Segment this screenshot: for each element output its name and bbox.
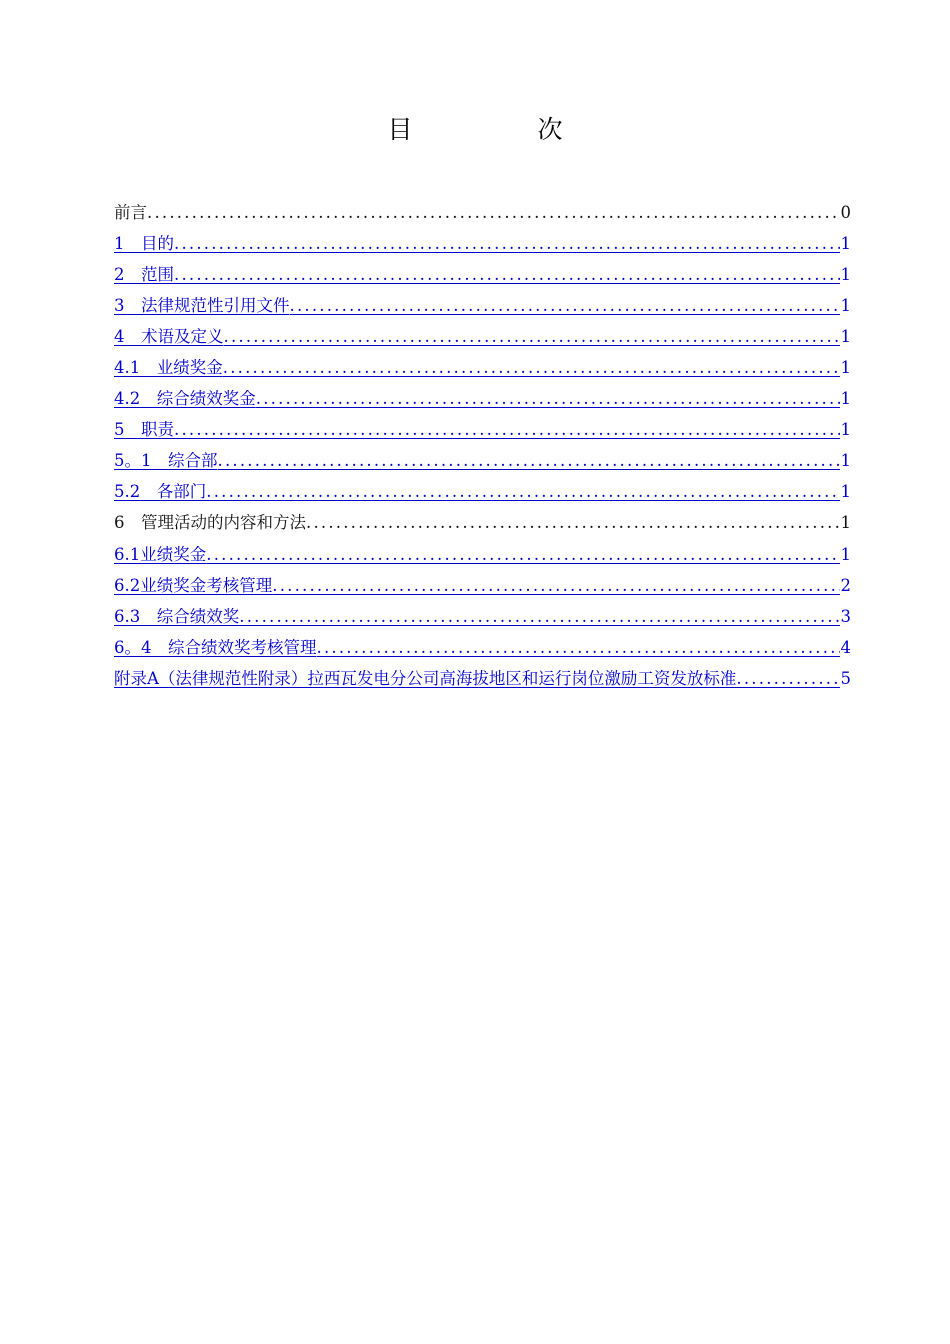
toc-link-terms-definitions[interactable]	[114, 321, 851, 352]
toc-link-normative-references[interactable]	[114, 290, 851, 321]
toc-dot-leader[interactable]	[206, 545, 839, 565]
toc-page-number[interactable]: 1	[840, 326, 851, 346]
toc-page-number[interactable]: 1	[840, 264, 851, 284]
toc-page-number[interactable]: 1	[840, 451, 851, 471]
toc-entry-label[interactable]: 5。1 综合部	[114, 451, 218, 471]
toc-page-number[interactable]: 1	[840, 295, 851, 315]
toc-dot-leader[interactable]	[290, 296, 840, 316]
toc-page-number[interactable]: 5	[840, 668, 851, 688]
toc-dot-leader	[306, 513, 840, 533]
toc-entry-label[interactable]: 3 法律规范性引用文件	[114, 295, 290, 315]
toc-link-scope[interactable]	[114, 259, 851, 290]
toc-entry-label[interactable]: 5.2 各部门	[114, 482, 207, 502]
toc-page-number[interactable]: 1	[840, 389, 851, 409]
toc-page-number[interactable]: 1	[840, 482, 851, 502]
toc-page-number[interactable]: 2	[840, 575, 851, 595]
toc-entry-label[interactable]: 6.2业绩奖金考核管理	[114, 575, 273, 595]
toc-dot-leader[interactable]	[239, 607, 839, 627]
toc-page-number: 0	[840, 202, 851, 222]
toc-link-purpose[interactable]	[114, 228, 851, 259]
toc-dot-leader[interactable]	[223, 358, 840, 378]
toc-dot-leader[interactable]	[272, 576, 839, 596]
toc-entry-label[interactable]: 4.2 综合绩效奖金	[114, 389, 256, 409]
toc-link-comprehensive-bonus-term[interactable]	[114, 384, 851, 415]
table-of-contents	[114, 197, 851, 695]
toc-entry-label[interactable]: 2 范围	[114, 264, 174, 284]
toc-dot-leader[interactable]	[224, 327, 840, 347]
toc-dot-leader[interactable]	[736, 669, 839, 689]
toc-entry-label[interactable]: 6.1业绩奖金	[114, 544, 207, 564]
toc-entry-label[interactable]: 6.3 综合绩效奖	[114, 606, 240, 626]
toc-entry-preface	[114, 197, 851, 228]
toc-page-number[interactable]: 3	[840, 606, 851, 626]
toc-link-responsibilities[interactable]	[114, 415, 851, 446]
toc-entry-label[interactable]: 4.1 业绩奖金	[114, 358, 223, 378]
toc-dot-leader[interactable]	[256, 389, 840, 409]
toc-dot-leader	[147, 203, 840, 223]
toc-entry-label: 6 管理活动的内容和方法	[114, 513, 306, 533]
toc-dot-leader[interactable]	[218, 451, 840, 471]
toc-entry-label[interactable]: 1 目的	[114, 233, 174, 253]
toc-page-number[interactable]: 4	[840, 637, 851, 657]
toc-entry-label[interactable]: 附录A（法律规范性附录）拉西瓦发电分公司高海拔地区和运行岗位激励工资发放标准	[114, 668, 737, 688]
toc-dot-leader[interactable]	[206, 482, 839, 502]
toc-page-number[interactable]: 1	[840, 544, 851, 564]
toc-link-performance-bonus-term[interactable]	[114, 352, 851, 383]
toc-link-comprehensive-bonus[interactable]	[114, 601, 851, 632]
toc-page-number[interactable]: 1	[840, 358, 851, 378]
toc-dot-leader[interactable]	[174, 420, 840, 440]
toc-link-performance-bonus-assessment[interactable]	[114, 570, 851, 601]
toc-page-number[interactable]: 1	[840, 233, 851, 253]
toc-link-performance-bonus[interactable]	[114, 539, 851, 570]
toc-title: 目 次	[387, 115, 613, 144]
toc-dot-leader[interactable]	[317, 638, 840, 658]
toc-dot-leader[interactable]	[174, 234, 840, 254]
toc-page-number: 1	[840, 513, 851, 533]
toc-page-number[interactable]: 1	[840, 420, 851, 440]
toc-entry-label[interactable]: 4 术语及定义	[114, 326, 224, 346]
toc-entry-management-activities	[114, 508, 851, 539]
toc-link-appendix-a[interactable]	[114, 663, 851, 694]
toc-dot-leader[interactable]	[174, 265, 840, 285]
toc-entry-label[interactable]: 5 职责	[114, 420, 174, 440]
toc-link-general-department[interactable]	[114, 446, 851, 477]
toc-link-comprehensive-bonus-assessment[interactable]	[114, 632, 851, 663]
toc-link-departments[interactable]	[114, 477, 851, 508]
toc-entry-label: 前言	[114, 202, 147, 222]
toc-entry-label[interactable]: 6。4 综合绩效奖考核管理	[114, 637, 317, 657]
